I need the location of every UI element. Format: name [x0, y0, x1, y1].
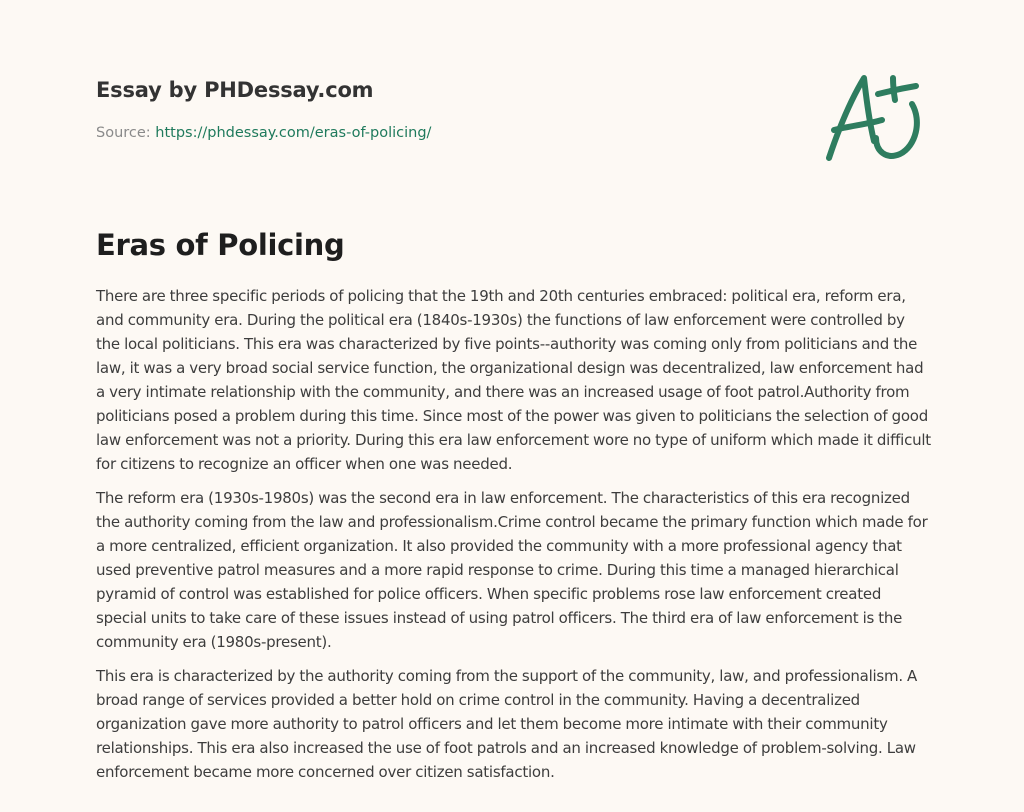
site-title: Essay by PHDessay.com [96, 78, 374, 102]
source-line [96, 123, 796, 143]
essay-paragraph: This era is characterized by the authority coming from the support of the community, law, and professionalism. A broad range of services provided a better hold on crime control in the community. Having a decentralized organization gave more authority to patrol officers and let them become more intimate with their community relationships. This era also increased the use of foot patrols and an increased knowledge of problem-solving. Law enforcement became more concerned over citizen satisfaction. [96, 667, 918, 781]
essay-paragraph: There are three specific periods of policing that the 19th and 20th centuries embraced: political era, reform era, and community era. During the political era (1840s-1930s) the functions of law enforcement were controlled by the local politicians. This era was characterized by five points--authority was coming only from politicians and the law, it was a very broad social service function, the organizational design was decentralized, law enforcement had a very intimate relationship with the community, and there was an increased usage of foot patrol.Authority from politicians posed a problem during this time. Since most of the power was given to politicians the selection of good law enforcement was not a priority. During this era law enforcement wore no type of uniform which made it difficult for citizens to recognize an officer when one was needed. [96, 287, 931, 473]
a-plus-grade-icon [820, 66, 930, 166]
essay-title: Eras of Policing [96, 228, 345, 262]
essay-body [96, 284, 932, 794]
page-header [96, 74, 796, 143]
source-label: Source: [96, 125, 151, 141]
source-link[interactable]: https://phdessay.com/eras-of-policing/ [155, 125, 432, 141]
essay-paragraph: The reform era (1930s-1980s) was the second era in law enforcement. The characteristics of this era recognized the authority coming from the law and professionalism.Crime control became the primary function which made for a more centralized, efficient organization. It also provided the community with a more professional agency that used preventive patrol measures and a more rapid response to crime. During this time a managed hierarchical pyramid of control was established for police officers. When specific problems rose law enforcement created special units to take care of these issues instead of using patrol officers. The third era of law enforcement is the community era (1980s-present). [96, 489, 928, 651]
